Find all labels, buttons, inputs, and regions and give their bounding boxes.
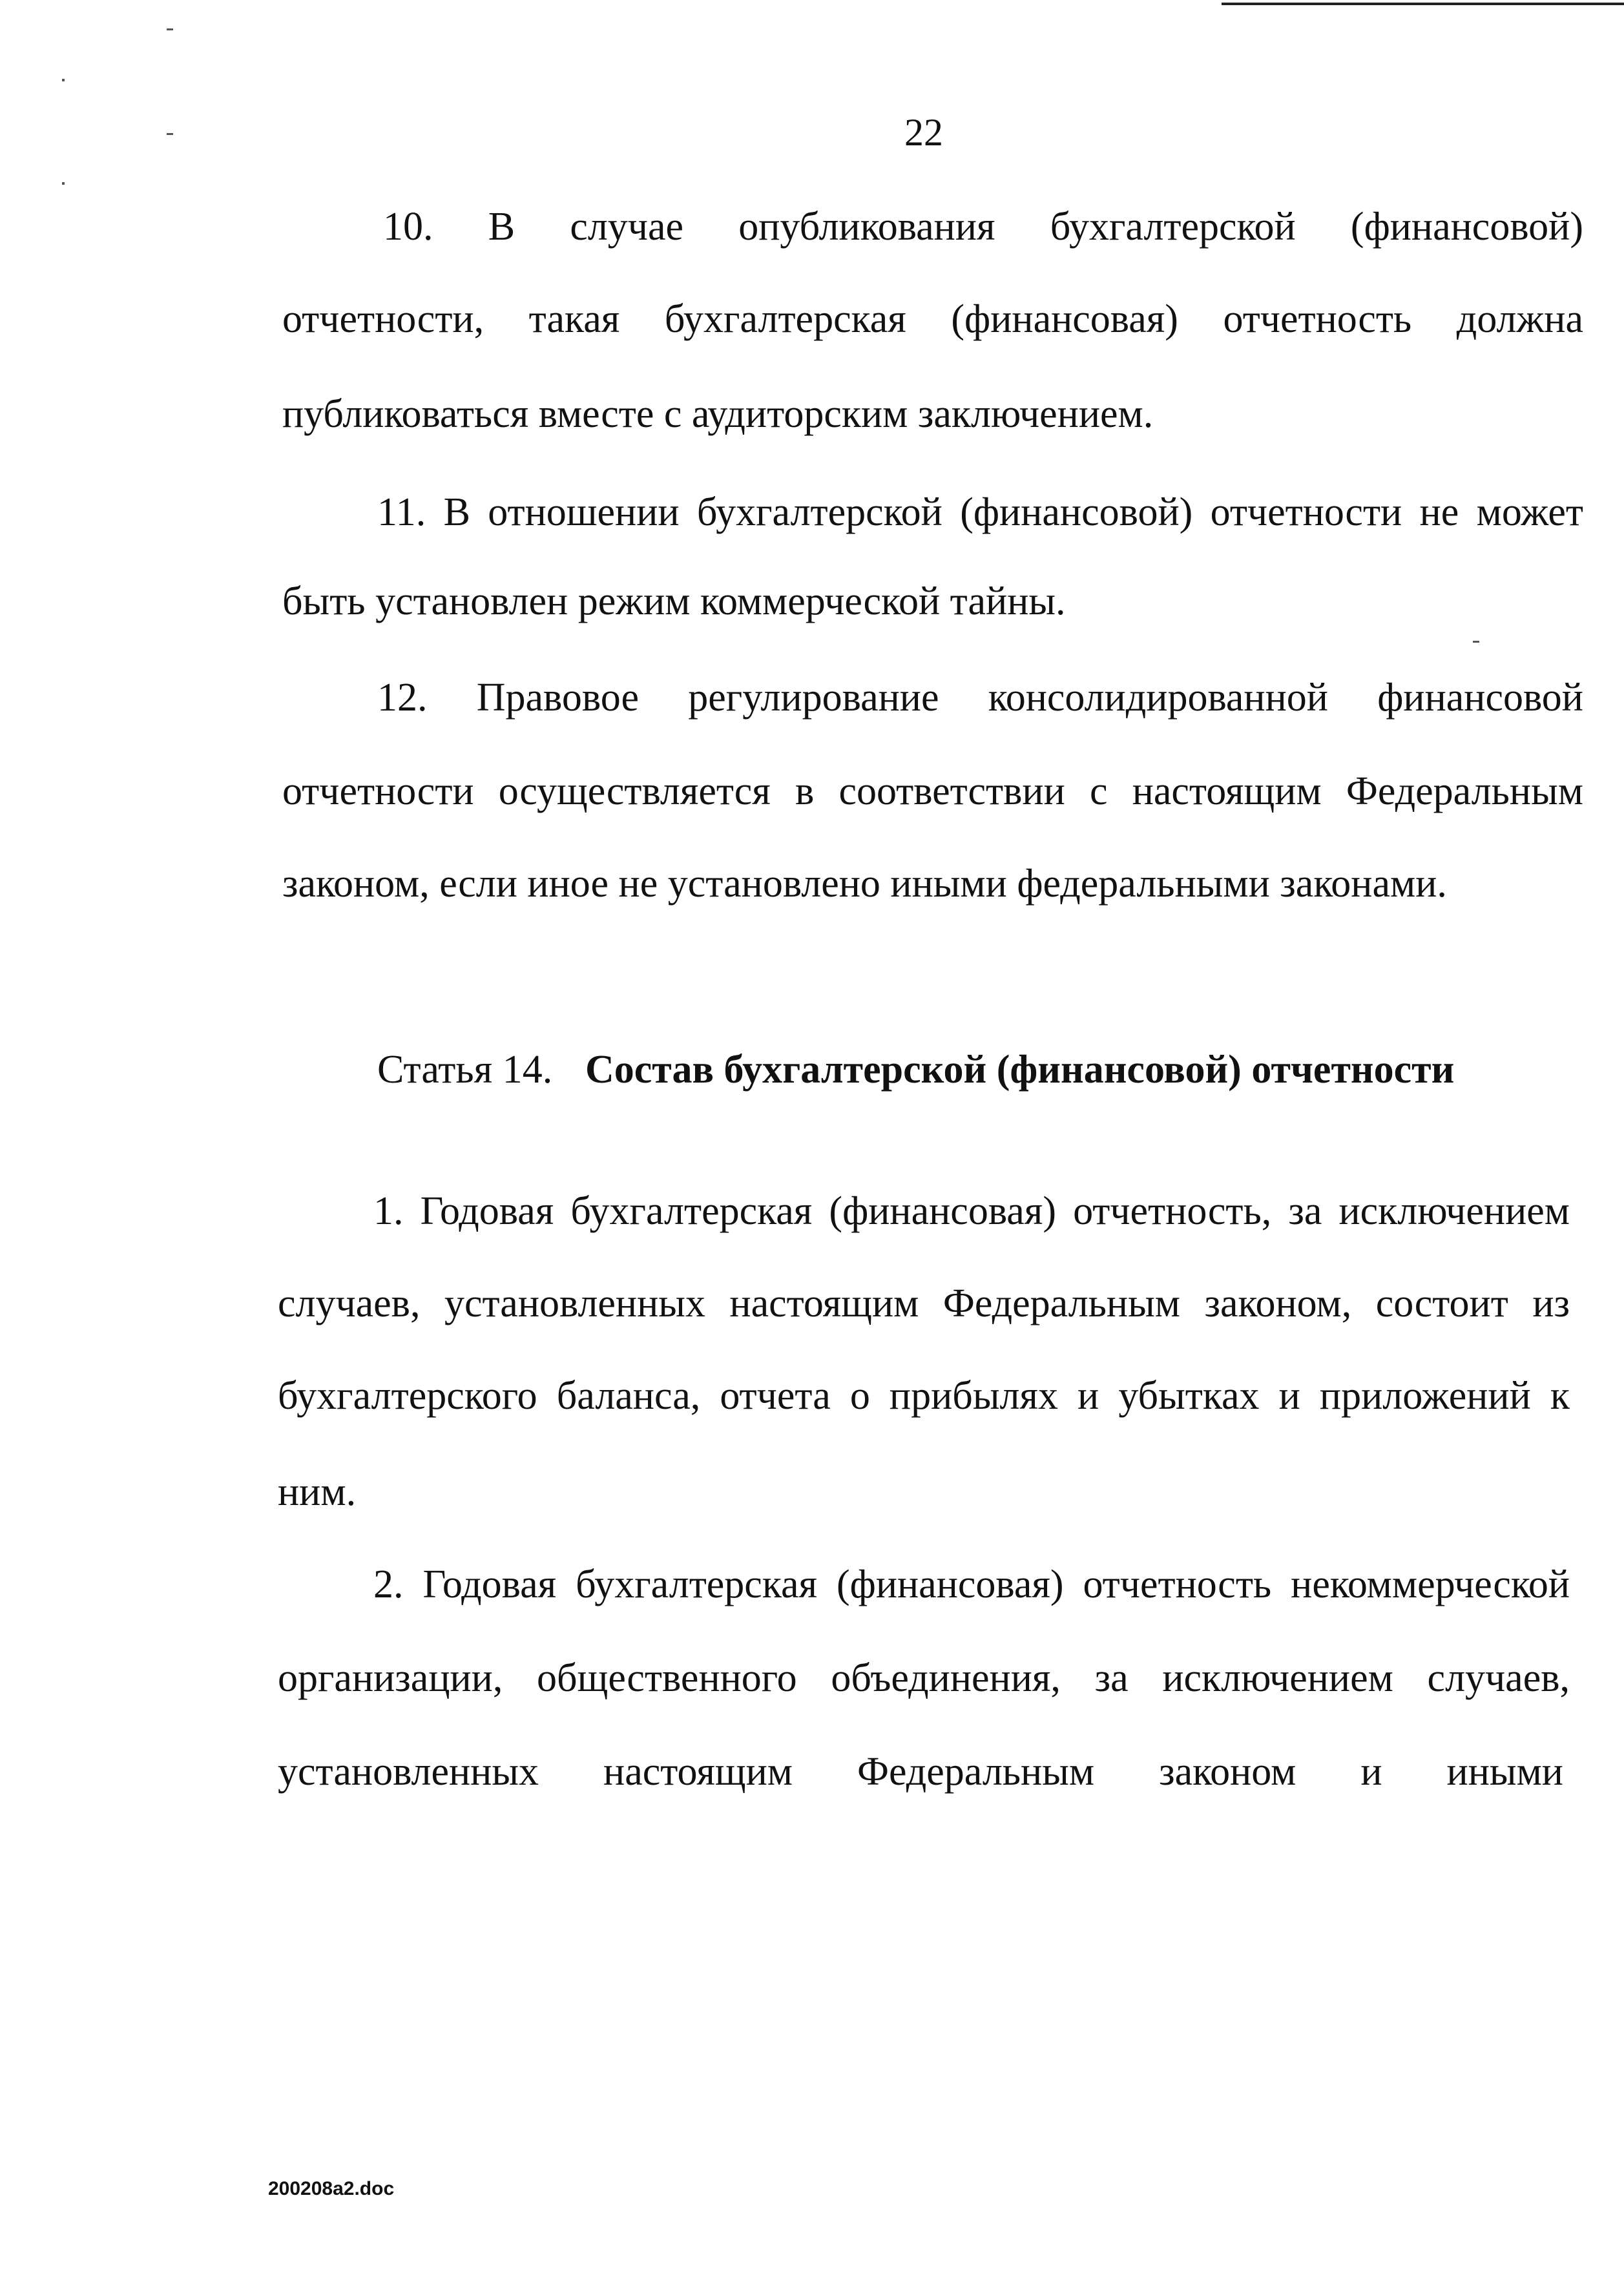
text-line: случаев, установленных настоящим Федеральным законом, состоит из — [278, 1282, 1570, 1325]
text-line: 1. Годовая бухгалтерская (финансовая) отчетность, за исключением — [373, 1189, 1570, 1233]
scan-speck — [62, 182, 65, 185]
text-line: публиковаться вместе с аудиторским заключением. — [282, 392, 1154, 436]
text-line: быть установлен режим коммерческой тайны. — [282, 579, 1066, 623]
scan-speck — [1473, 641, 1479, 643]
text-line: отчетности осуществляется в соответствии с настоящим Федеральным — [282, 769, 1583, 813]
article-title: Состав бухгалтерской (финансовой) отчетности — [585, 1048, 1455, 1092]
footer-filename: 200208a2.doc — [268, 2178, 395, 2199]
text-line: бухгалтерского баланса, отчета о прибылях и убытках и приложений к — [278, 1374, 1570, 1418]
text-line: установленных настоящим Федеральным законом и иными — [278, 1750, 1563, 1794]
text-line: организации, общественного объединения, за исключением случаев, — [278, 1656, 1570, 1700]
text-line: ним. — [278, 1470, 357, 1514]
scan-speck — [62, 79, 65, 81]
text-line: 10. В случае опубликования бухгалтерской (финансовой) — [383, 205, 1583, 249]
scan-edge-line — [1222, 3, 1624, 5]
text-line: отчетности, такая бухгалтерская (финансовая) отчетность должна — [282, 297, 1583, 341]
text-line: законом, если иное не установлено иными федеральными законами. — [282, 862, 1447, 906]
text-line: 2. Годовая бухгалтерская (финансовая) отчетность некоммерческой — [373, 1562, 1570, 1606]
text-line: 11. В отношении бухгалтерской (финансовой) отчетности не может — [377, 490, 1583, 534]
article-number: Статья 14. — [377, 1048, 553, 1092]
scan-speck — [167, 28, 173, 30]
scan-speck — [167, 133, 173, 135]
page-number: 22 — [904, 111, 943, 154]
text-line: 12. Правовое регулирование консолидированной финансовой — [377, 676, 1583, 720]
